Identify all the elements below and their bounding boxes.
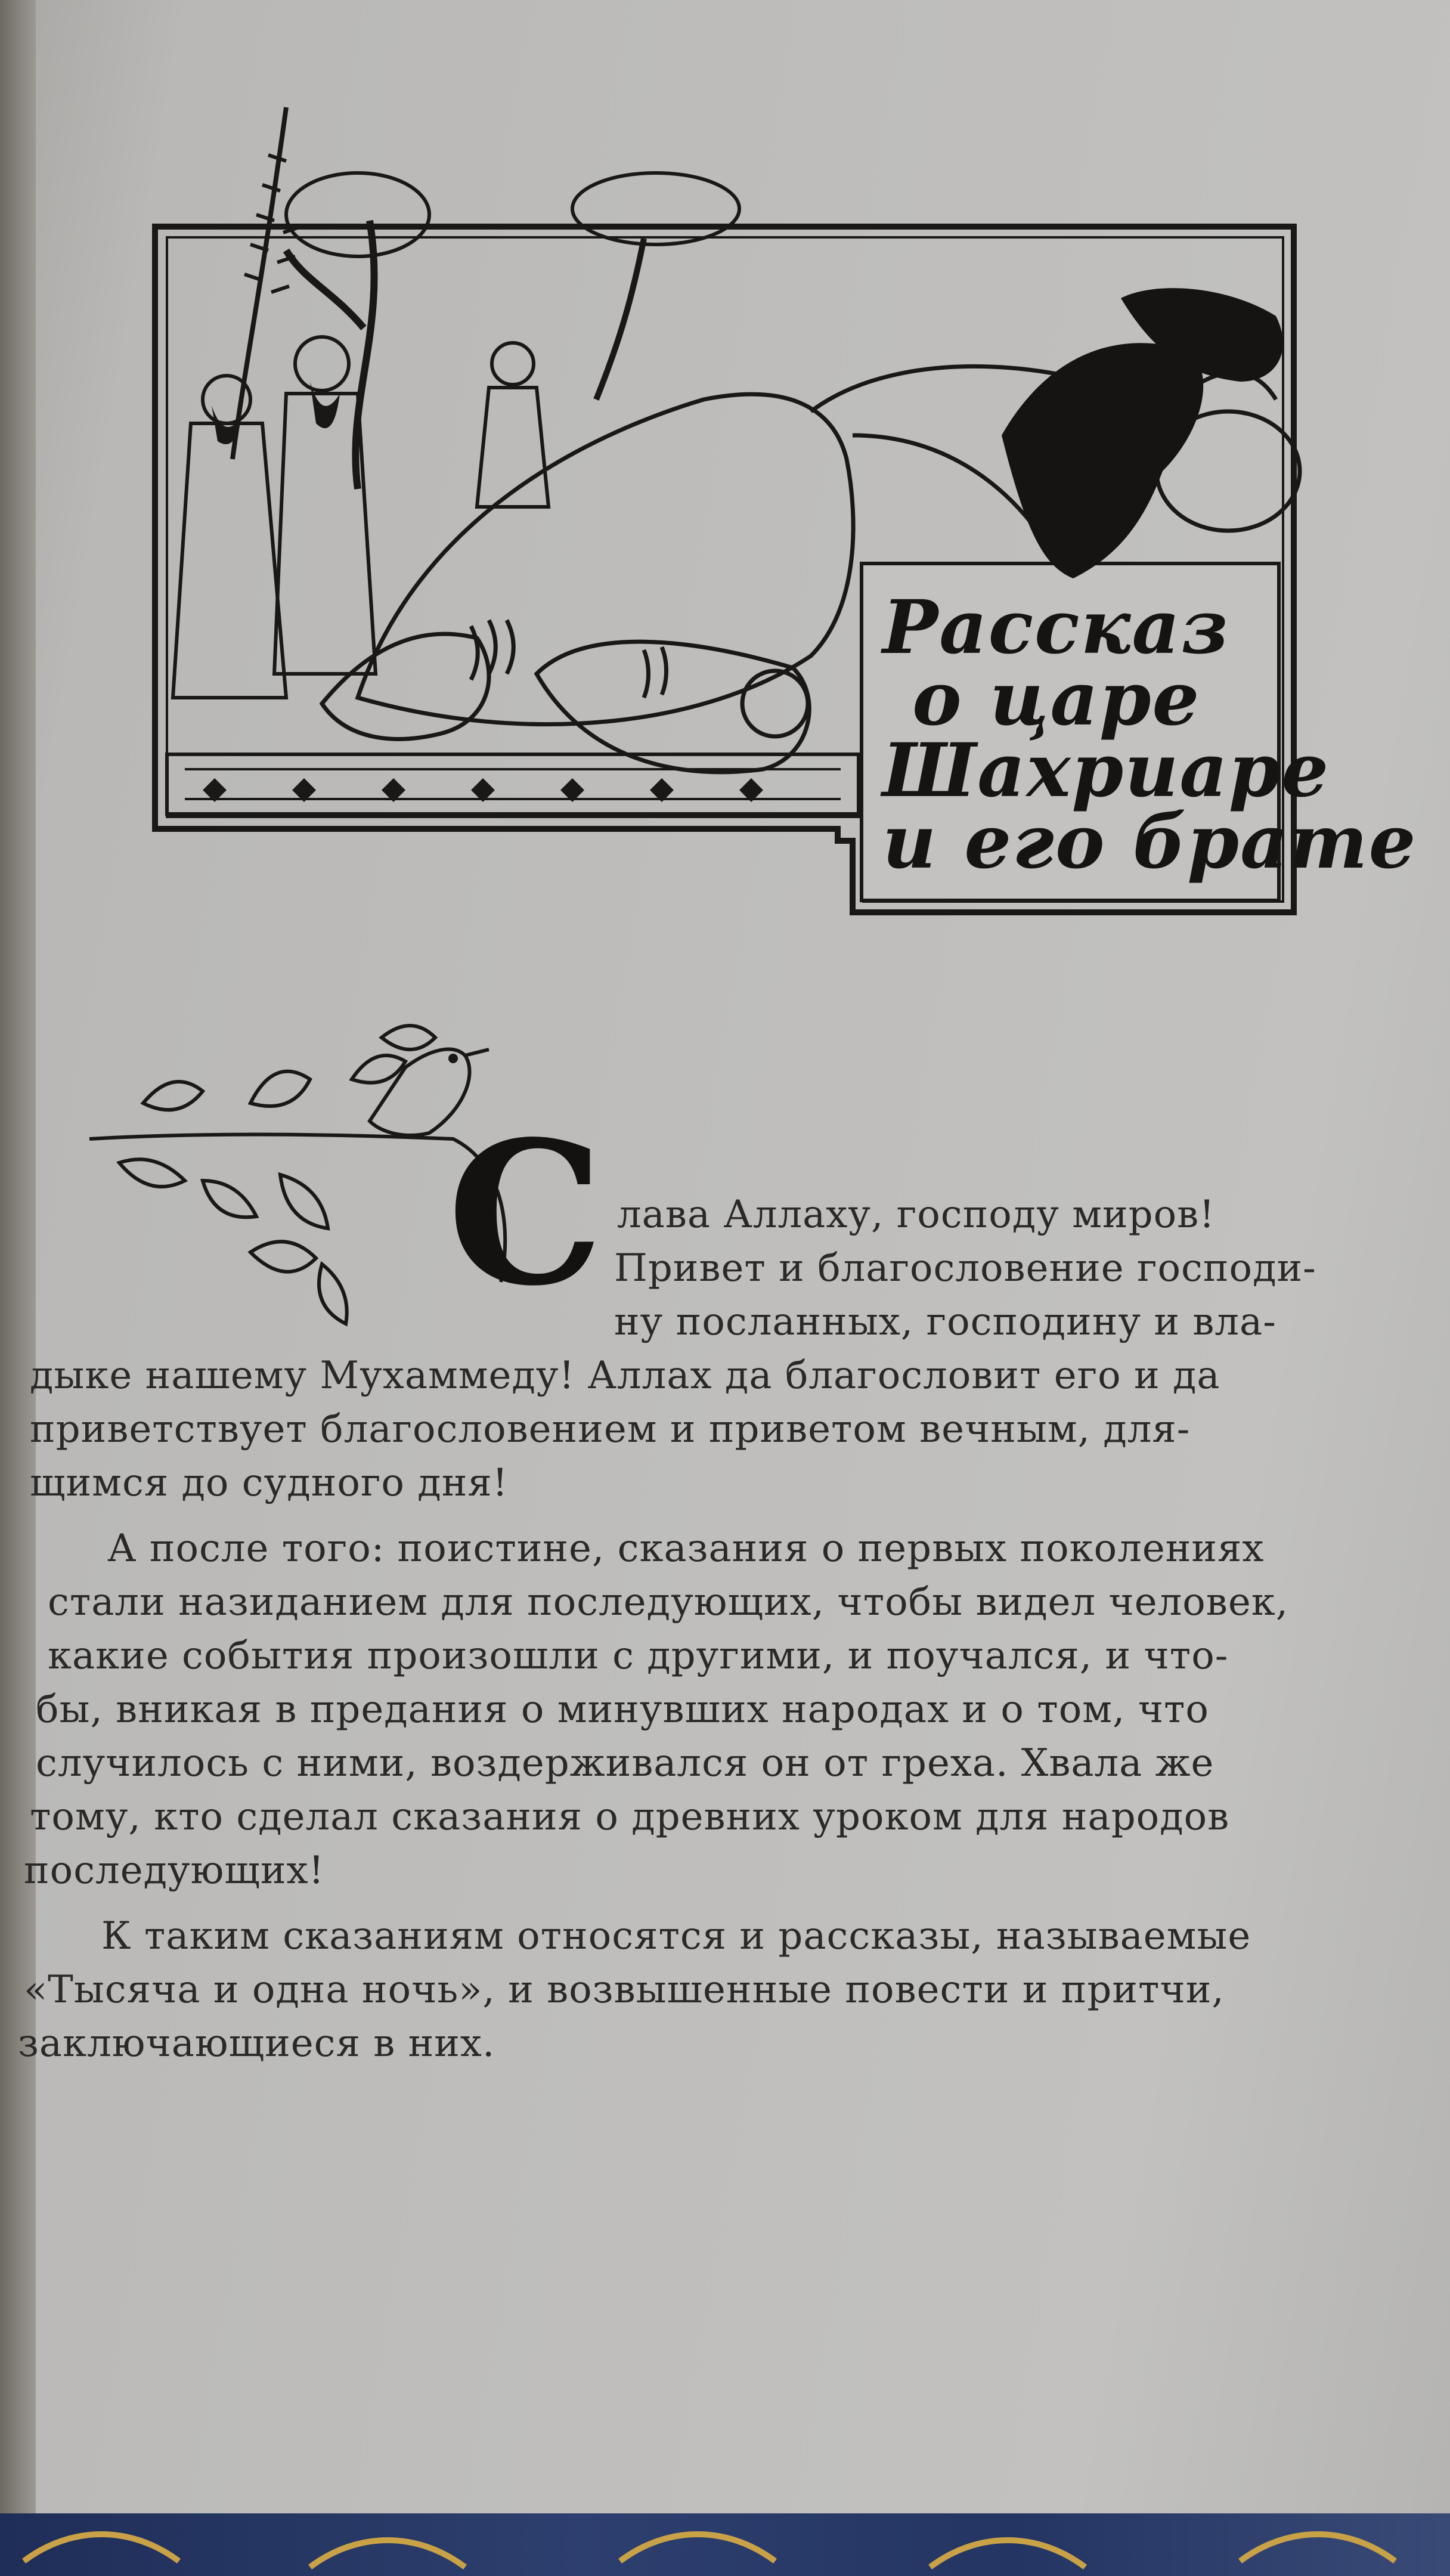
story-title-line-1: Рассказ bbox=[882, 584, 1229, 671]
text-line: дыке нашему Мухаммеду! Аллах да благословит его и да bbox=[30, 1354, 1220, 1398]
text-line: приветствует благословением и приветом вечным, для- bbox=[30, 1407, 1191, 1451]
text-line: тому, кто сделал сказания о древних уроком для народов bbox=[30, 1795, 1230, 1839]
story-title-panel bbox=[859, 566, 1417, 900]
text-line: А после того: поистине, сказания о первых поколениях bbox=[107, 1527, 1265, 1571]
page-gutter-shadow bbox=[0, 0, 36, 2513]
story-title-line-3: Шахриаре bbox=[882, 727, 1330, 814]
cover-ornament bbox=[0, 2513, 1450, 2576]
text-line: заключающиеся в них. bbox=[18, 2021, 495, 2066]
text-line: случилось с ними, воздерживался он от греха. Хвала же bbox=[36, 1741, 1214, 1785]
text-line: лава Аллаху, господу миров! bbox=[617, 1193, 1215, 1237]
text-line: К таким сказаниям относятся и рассказы, называемые bbox=[101, 1914, 1251, 1958]
book-cover-edge bbox=[0, 2513, 1450, 2576]
story-title-line-4: и его брате bbox=[882, 799, 1417, 886]
story-title-line-2: о царе bbox=[912, 656, 1201, 742]
text-line: щимся до судного дня! bbox=[30, 1461, 509, 1505]
text-line: последующих! bbox=[24, 1849, 325, 1893]
text-line: «Тысяча и одна ночь», и возвышенные повести и притчи, bbox=[24, 1968, 1225, 2012]
text-line: какие события произошли с другими, и поучался, и что- bbox=[48, 1634, 1229, 1678]
text-line: Привет и благословение господи- bbox=[614, 1246, 1316, 1290]
text-line: бы, вникая в предания о минувших народах и о том, что bbox=[36, 1688, 1209, 1732]
text-line: ну посланных, господину и вла- bbox=[614, 1300, 1277, 1344]
drop-cap-letter: С bbox=[447, 1098, 604, 1329]
text-line: стали назиданием для последующих, чтобы видел человек, bbox=[48, 1580, 1289, 1624]
